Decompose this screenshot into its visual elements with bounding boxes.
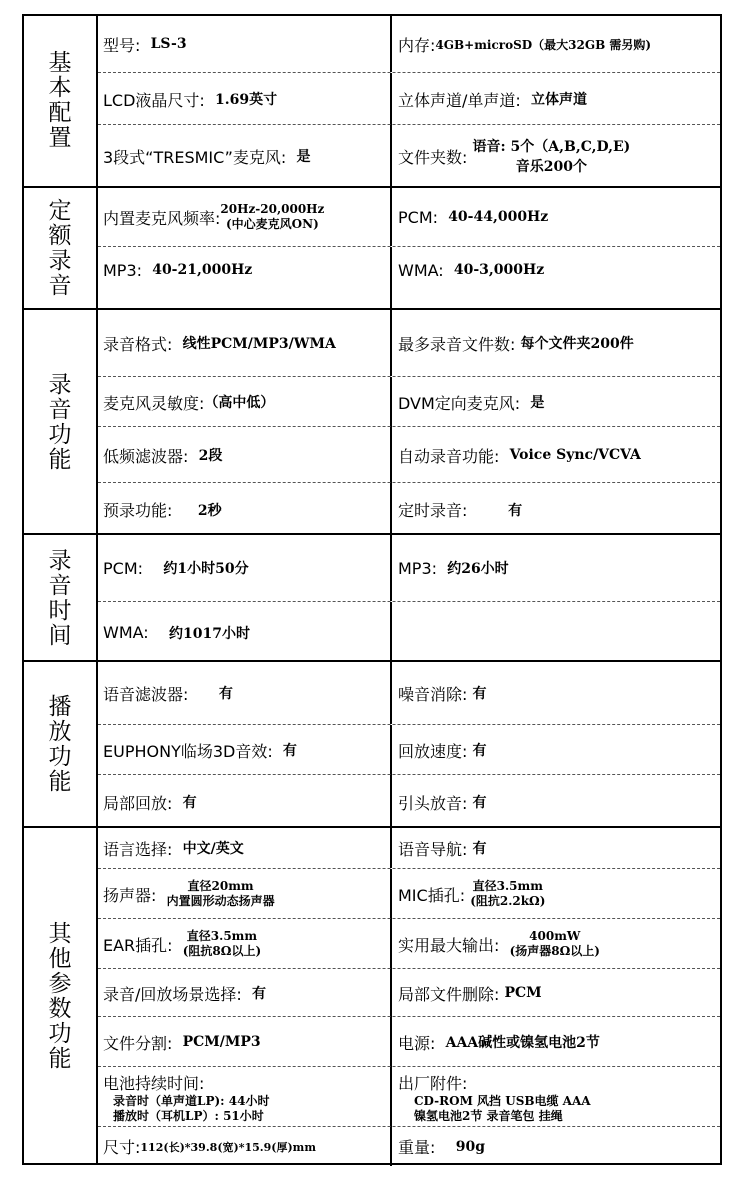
spec-value: 有 [472, 686, 487, 702]
spec-key: 最多录音文件数: [398, 334, 516, 354]
spec-value: 90g [455, 1138, 486, 1155]
spec-value: 1.69英寸 [214, 92, 278, 108]
spec-row [98, 918, 720, 969]
spec-key: 录音/回放场景选择: [103, 984, 242, 1004]
spec-value: 有 [218, 686, 233, 702]
spec-key: 尺寸: [103, 1138, 141, 1157]
spec-row [98, 601, 720, 663]
spec-key: PCM: [103, 558, 144, 578]
spec-value-line2: (阻抗8Ω以上) [182, 944, 262, 958]
section-rated-recording [24, 186, 720, 310]
spec-row [98, 868, 720, 919]
spec-key: 型号: [103, 35, 141, 55]
spec-row [98, 310, 720, 376]
spec-key: 扬声器: [103, 885, 157, 905]
spec-key: EUPHONY临场3D音效: [103, 741, 273, 761]
spec-value: LS-3 [150, 36, 187, 52]
spec-value: 40-21,000Hz [152, 262, 253, 278]
spec-value: 约1小时50分 [163, 561, 249, 577]
spec-value: 线性PCM/MP3/WMA [182, 336, 336, 352]
spec-key: 文件分割: [103, 1033, 173, 1053]
spec-value: 2秒 [197, 502, 222, 519]
spec-row [98, 72, 720, 125]
spec-key: MIC插孔: [398, 885, 466, 905]
spec-key: WMA: [398, 260, 444, 280]
spec-value: 40-44,000Hz [448, 209, 549, 225]
section-other-parameters [24, 826, 720, 1165]
spec-row [98, 662, 720, 724]
spec-sheet [22, 14, 722, 1165]
spec-key: MP3: [103, 260, 143, 280]
spec-value: Voice Sync/VCVA [509, 447, 641, 463]
spec-row [98, 774, 720, 829]
section-basic-config [24, 16, 720, 186]
section-label: 定额录音 [24, 188, 98, 310]
spec-value: 2段 [198, 448, 223, 464]
spec-row [98, 1126, 720, 1166]
spec-row [98, 124, 720, 187]
spec-value: 是 [296, 149, 311, 165]
spec-value: 直径3.5mm [472, 879, 543, 893]
spec-value: （高中低） [204, 395, 275, 411]
section-label: 录音时间 [24, 535, 98, 662]
spec-value-line2: (阻抗2.2kΩ) [470, 894, 546, 908]
spec-key: 内存: [398, 35, 436, 55]
spec-key: WMA: [103, 623, 149, 642]
spec-value: 400mW [529, 929, 581, 943]
spec-row [98, 828, 720, 868]
spec-value: 约1017小时 [169, 625, 250, 642]
spec-key: 噪音消除: [398, 684, 468, 704]
spec-value: 40-3,000Hz [453, 262, 545, 278]
spec-value: AAA碱性或镍氢电池2节 [445, 1035, 600, 1051]
spec-key: PCM: [398, 207, 439, 227]
spec-key: DVM定向麦克风: [398, 393, 521, 413]
spec-value: 语音: 5个（A,B,C,D,E) [472, 139, 631, 155]
spec-value: 112(长)*39.8(宽)*15.9(厚)mm [140, 1140, 316, 1154]
spec-value: 每个文件夹200件 [520, 336, 634, 352]
spec-key: 定时录音: [398, 501, 468, 520]
spec-row [98, 1066, 720, 1127]
spec-value: 直径20mm [187, 879, 254, 893]
spec-row [98, 188, 720, 246]
spec-key: 语音导航: [398, 839, 468, 859]
spec-value: PCM [504, 985, 542, 1001]
spec-row [98, 246, 720, 293]
spec-key: 电源: [398, 1033, 436, 1053]
spec-value: 有 [508, 502, 523, 519]
spec-key: 内置麦克风频率: [103, 208, 221, 228]
spec-row [98, 376, 720, 427]
spec-key: 立体声道/单声道: [398, 90, 521, 110]
spec-key: 文件夹数: [398, 147, 468, 167]
spec-key: 回放速度: [398, 741, 468, 761]
spec-value: 有 [251, 986, 266, 1002]
section-label: 播放功能 [24, 662, 98, 828]
spec-key: 语音滤波器: [103, 684, 189, 704]
section-recording-time [24, 533, 720, 662]
spec-value-line2: 内置圆形动态扬声器 [166, 894, 275, 908]
spec-row [98, 535, 720, 601]
spec-value: 有 [182, 795, 197, 811]
spec-row [98, 1016, 720, 1067]
spec-key: EAR插孔: [103, 935, 173, 955]
spec-value-line2: 播放时（耳机LP）: 51小时 [113, 1108, 264, 1123]
section-recording-functions [24, 308, 720, 535]
section-playback-functions [24, 660, 720, 828]
spec-key: 3段式“TRESMIC”麦克风: [103, 147, 287, 167]
spec-value-line2: 音乐200个 [515, 159, 588, 175]
spec-key: 引头放音: [398, 793, 468, 813]
spec-value: PCM/MP3 [182, 1034, 261, 1050]
spec-key: 实用最大输出: [398, 935, 500, 955]
spec-key: 预录功能: [103, 501, 173, 520]
spec-key: 局部回放: [103, 793, 173, 813]
spec-value: 是 [530, 395, 545, 411]
spec-key: 语言选择: [103, 839, 173, 859]
spec-key: MP3: [398, 558, 438, 578]
spec-value: 有 [472, 841, 487, 857]
section-label: 录音功能 [24, 310, 98, 535]
spec-value-line2: 镍氢电池2节 录音笔包 挂绳 [414, 1108, 563, 1123]
spec-key: 重量: [398, 1138, 436, 1157]
spec-key: 局部文件删除: [398, 984, 500, 1004]
spec-value-line2: (扬声器8Ω以上) [509, 944, 600, 958]
spec-row [98, 482, 720, 536]
spec-value: 4GB+microSD（最大32GB 需另购) [435, 37, 652, 52]
spec-value: 立体声道 [530, 92, 587, 108]
section-label: 其他参数功能 [24, 828, 98, 1165]
spec-row [98, 16, 720, 72]
spec-key: LCD液晶尺寸: [103, 90, 205, 110]
spec-key: 电池持续时间: [103, 1073, 205, 1093]
spec-value: 约26小时 [447, 561, 509, 577]
spec-key: 录音格式: [103, 334, 173, 354]
spec-row [98, 426, 720, 483]
spec-value: 20Hz-20,000Hz [220, 202, 325, 216]
spec-row [98, 724, 720, 775]
spec-key: 低频滤波器: [103, 446, 189, 466]
spec-value: CD-ROM 风挡 USB电缆 AAA [414, 1093, 591, 1108]
spec-key: 麦克风灵敏度: [103, 393, 205, 413]
section-label: 基本配置 [24, 16, 98, 186]
spec-row [98, 968, 720, 1017]
spec-value: 有 [472, 743, 487, 759]
spec-key: 自动录音功能: [398, 446, 500, 466]
spec-key: 出厂附件: [398, 1073, 468, 1093]
spec-value-line2: (中心麦克风ON) [225, 217, 319, 231]
spec-value: 有 [282, 743, 297, 759]
spec-value: 有 [472, 795, 487, 811]
spec-value: 直径3.5mm [186, 929, 258, 943]
spec-value: 中文/英文 [182, 841, 244, 857]
spec-value: 录音时（单声道LP): 44小时 [113, 1093, 270, 1108]
